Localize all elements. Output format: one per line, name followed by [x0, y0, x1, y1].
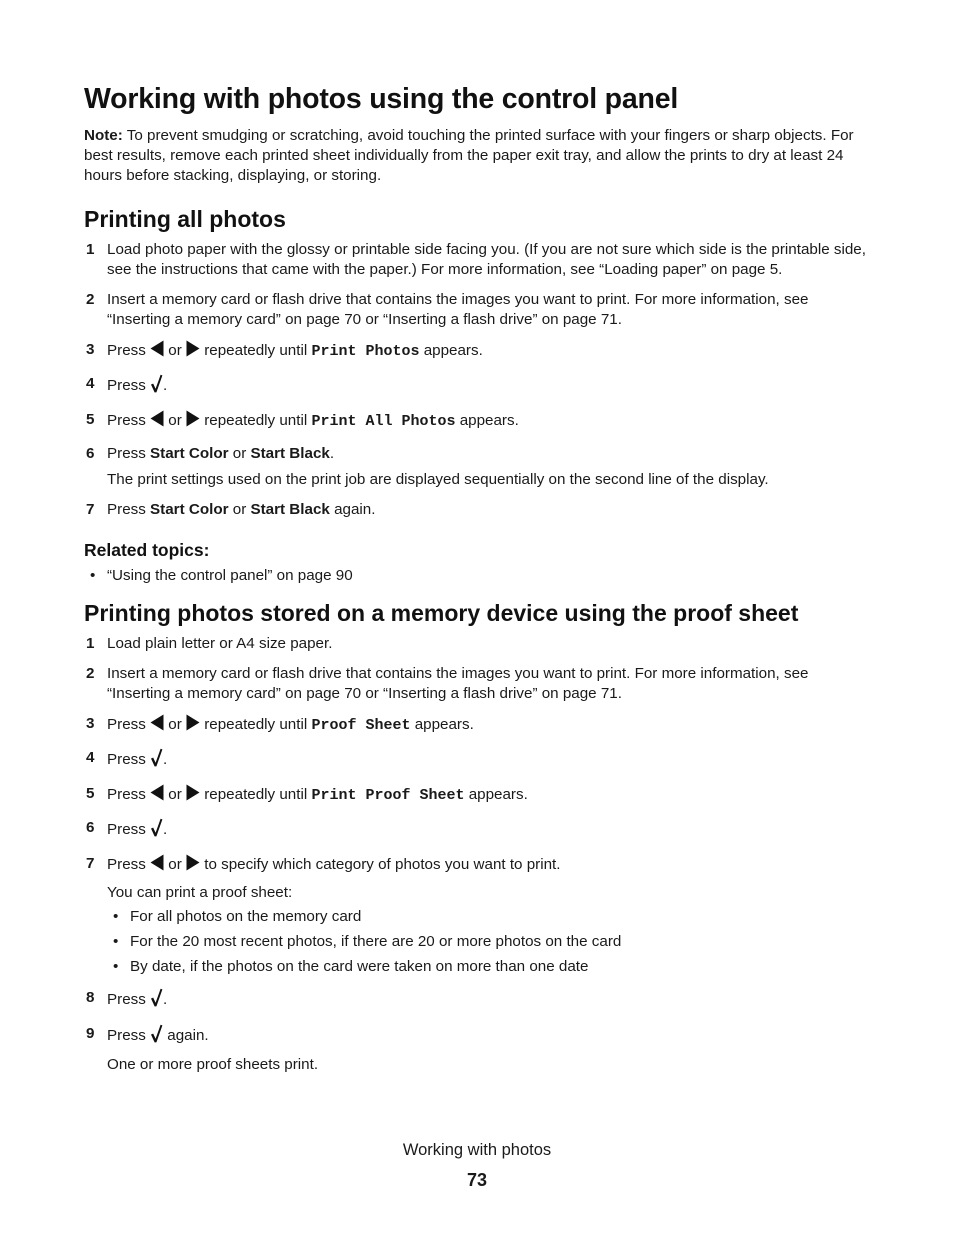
- right-arrow-icon: [186, 410, 200, 433]
- step-text-fragment: repeatedly until: [200, 342, 312, 359]
- step-item: [84, 714, 874, 737]
- step-text-fragment: .: [329, 445, 335, 462]
- note-text: To prevent smudging or scratching, avoid touching the printed surface with your fingers or sharp objects. For best results, remove each printed sheet individually from the paper exit tray, and allow the prints to dry at least 24 hours before stacking, displaying, or storing.: [84, 127, 854, 184]
- left-arrow-icon: [150, 410, 164, 433]
- button-name: Start Black: [250, 501, 330, 518]
- step-number: 9: [86, 1025, 95, 1042]
- step-number: 6: [86, 819, 95, 836]
- step-item: [84, 664, 874, 704]
- display-text: Print Photos: [311, 343, 420, 360]
- related-topics-list: [84, 566, 874, 586]
- step-text-fragment: Press: [107, 751, 151, 768]
- section-heading: Printing photos stored on a memory device using the proof sheet: [84, 600, 799, 626]
- footer-section-name: Working with photos: [402, 1141, 552, 1159]
- bullet-item: • By date, if the photos on the card were taken on more than one date: [107, 957, 874, 977]
- step-text: [107, 500, 874, 520]
- step-item: [84, 988, 874, 1013]
- step-text-fragment: .: [163, 991, 168, 1008]
- step-text: [107, 784, 874, 807]
- step-text-fragment: Press: [107, 821, 151, 838]
- step-text-fragment: appears.: [410, 716, 474, 733]
- step-text-fragment: appears.: [464, 786, 528, 803]
- note: [84, 126, 874, 186]
- step-text-fragment: appears.: [419, 342, 483, 359]
- step-text-fragment: again.: [329, 501, 376, 518]
- section-heading: Printing all photos: [84, 206, 286, 232]
- left-arrow-icon: [150, 340, 164, 363]
- step-note: The print settings used on the print job are displayed sequentially on the second line of the display.: [107, 471, 769, 488]
- step-number: 1: [86, 635, 95, 652]
- step-item: [84, 290, 874, 330]
- step-text-fragment: .: [163, 751, 168, 768]
- step-text-fragment: or: [228, 501, 251, 518]
- step-text-fragment: or: [164, 856, 186, 873]
- step-number: 4: [86, 749, 95, 766]
- step-number: 7: [86, 501, 95, 518]
- step-number: 5: [86, 785, 95, 802]
- step-item: [84, 634, 874, 654]
- step-item: [84, 444, 874, 490]
- step-text: [107, 410, 874, 433]
- step-item: [84, 240, 874, 280]
- button-name: Start Black: [250, 445, 330, 462]
- page-number: 73: [466, 1170, 488, 1190]
- section-proof-sheet: [84, 598, 874, 1075]
- left-arrow-icon: [150, 784, 164, 807]
- step-bullet-list: [107, 907, 874, 977]
- related-topics: [84, 538, 874, 586]
- section-printing-all-photos: [84, 204, 874, 586]
- display-text: Print All Photos: [311, 413, 456, 430]
- step-text-fragment: Press: [107, 377, 151, 394]
- step-item: [84, 340, 874, 363]
- step-text: [107, 714, 874, 737]
- step-item: [84, 854, 874, 977]
- step-text-fragment: to specify which category of photos you want to print.: [200, 856, 561, 873]
- button-name: Start Color: [150, 501, 229, 518]
- right-arrow-icon: [186, 714, 200, 737]
- step-text: [107, 444, 874, 464]
- step-text-fragment: Press: [107, 1027, 151, 1044]
- page-content: [84, 78, 874, 1086]
- step-text: [107, 290, 874, 330]
- step-text: [107, 748, 874, 773]
- step-text: [107, 634, 874, 654]
- step-text-fragment: repeatedly until: [200, 412, 312, 429]
- step-text-fragment: Press: [107, 786, 151, 803]
- step-text-fragment: or: [228, 445, 251, 462]
- step-text-fragment: Load plain letter or A4 size paper.: [107, 635, 333, 652]
- related-topic-link[interactable]: • “Using the control panel” on page 90: [84, 566, 874, 586]
- checkmark-icon: [150, 748, 163, 773]
- step-text-fragment: Press: [107, 716, 151, 733]
- step-number: 8: [86, 989, 95, 1006]
- checkmark-icon: [150, 988, 163, 1013]
- step-text: [107, 854, 874, 877]
- step-text-fragment: Press: [107, 412, 151, 429]
- step-text-fragment: repeatedly until: [200, 786, 312, 803]
- bullet-item: • For all photos on the memory card: [107, 907, 874, 927]
- step-text: [107, 818, 874, 843]
- steps-list: [84, 240, 874, 520]
- step-text: [107, 240, 874, 280]
- step-text-fragment: Load photo paper with the glossy or printable side facing you. (If you are not sure which side is the printable side, see the instructions that came with the paper.) For more information, see “Loading paper” on page 5.: [107, 241, 866, 278]
- step-text-fragment: appears.: [455, 412, 519, 429]
- left-arrow-icon: [150, 714, 164, 737]
- step-number: 7: [86, 855, 95, 872]
- display-text: Proof Sheet: [311, 717, 411, 734]
- steps-list: [84, 634, 874, 1075]
- step-item: [84, 818, 874, 843]
- step-item: [84, 500, 874, 520]
- button-name: Start Color: [150, 445, 229, 462]
- step-text-fragment: again.: [163, 1027, 209, 1044]
- step-text-fragment: or: [164, 786, 186, 803]
- checkmark-icon: [150, 374, 163, 399]
- step-number: 1: [86, 241, 95, 258]
- bullet-item: • For the 20 most recent photos, if there are 20 or more photos on the card: [107, 932, 874, 952]
- step-item: [84, 784, 874, 807]
- step-text: [107, 664, 874, 704]
- right-arrow-icon: [186, 784, 200, 807]
- related-topics-heading: Related topics:: [84, 540, 210, 560]
- step-text: [107, 988, 874, 1013]
- step-number: 3: [86, 341, 95, 358]
- step-text: [107, 374, 874, 399]
- checkmark-icon: [150, 818, 163, 843]
- step-text-fragment: Insert a memory card or flash drive that contains the images you want to print. For more information, see “Inserting a memory card” on page 70 or “Inserting a flash drive” on page 71.: [107, 665, 809, 702]
- step-number: 6: [86, 445, 95, 462]
- step-text-fragment: Press: [107, 501, 151, 518]
- step-number: 3: [86, 715, 95, 732]
- step-note: You can print a proof sheet:: [107, 884, 293, 901]
- checkmark-icon: [150, 1024, 163, 1049]
- step-text: [107, 340, 874, 363]
- step-text-fragment: Insert a memory card or flash drive that contains the images you want to print. For more information, see “Inserting a memory card” on page 70 or “Inserting a flash drive” on page 71.: [107, 291, 809, 328]
- step-item: [84, 1024, 874, 1075]
- left-arrow-icon: [150, 854, 164, 877]
- note-label: Note:: [84, 127, 123, 144]
- step-text-fragment: or: [164, 412, 186, 429]
- step-item: [84, 410, 874, 433]
- step-text-fragment: .: [163, 821, 168, 838]
- right-arrow-icon: [186, 854, 200, 877]
- step-text: [107, 1024, 874, 1049]
- step-text-fragment: or: [164, 716, 186, 733]
- step-number: 2: [86, 665, 95, 682]
- step-text-fragment: Press: [107, 342, 151, 359]
- right-arrow-icon: [186, 340, 200, 363]
- step-text-fragment: or: [164, 342, 186, 359]
- step-number: 2: [86, 291, 95, 308]
- step-number: 4: [86, 375, 95, 392]
- display-text: Print Proof Sheet: [311, 787, 465, 804]
- step-text-fragment: Press: [107, 856, 151, 873]
- page-title: Working with photos using the control panel: [84, 83, 679, 115]
- step-item: [84, 748, 874, 773]
- step-number: 5: [86, 411, 95, 428]
- page-footer: [0, 1138, 954, 1193]
- step-text-fragment: repeatedly until: [200, 716, 312, 733]
- step-note: One or more proof sheets print.: [107, 1056, 319, 1073]
- step-text-fragment: Press: [107, 445, 151, 462]
- step-item: [84, 374, 874, 399]
- step-text-fragment: .: [163, 377, 168, 394]
- step-text-fragment: Press: [107, 991, 151, 1008]
